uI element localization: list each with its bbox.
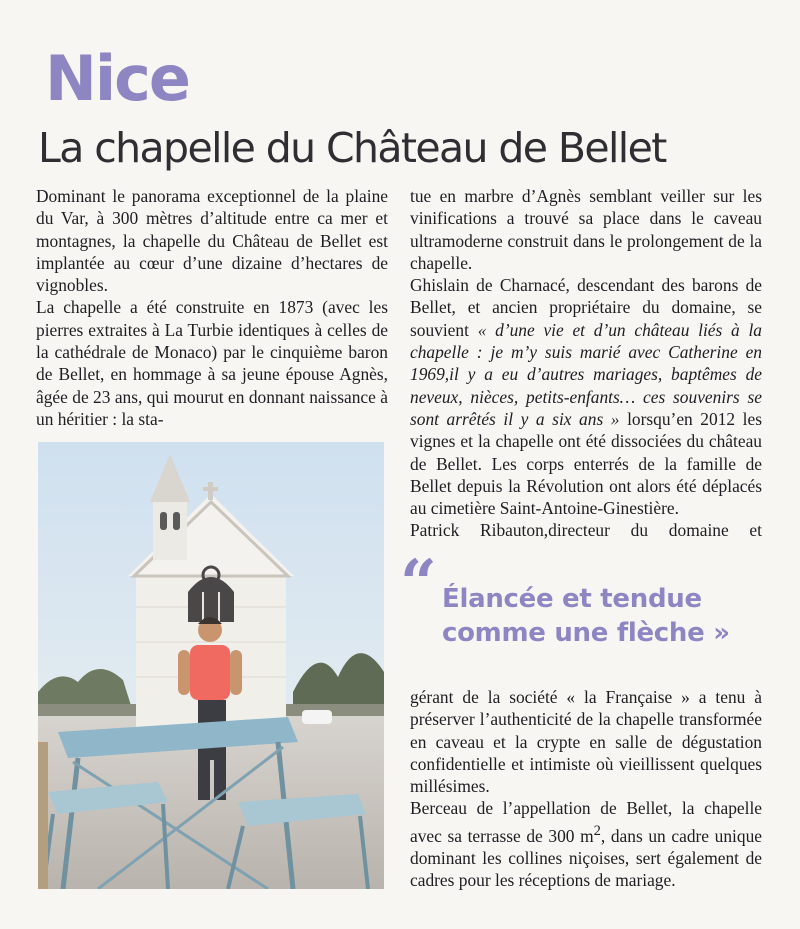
paragraph-text: lorsqu’en 2012 les vignes et la chapelle ont été dissociées du château de Bellet. Les corps enterrés de la famille de Bellet depuis la Révolution ont alors été déplacés au cimetière Saint-Antoine-Ginestière.: [410, 408, 762, 519]
article-paragraph: La chapelle a été construite en 1873 (avec les pierres extraites à La Turbie identiques à celles de la cathédrale de Monaco) par le cinquième baron de Bellet, en hommage à sa jeune épouse Agnès, âgée de 23 ans, qui mourut en donnant naissance à un héritier : la sta-: [36, 297, 388, 429]
page-title: La chapelle du Château de Bellet: [38, 124, 666, 172]
article-paragraph: Dominant le panorama exceptionnel de la plaine du Var, à 300 mètres d’altitude entre ca mer et montagnes, la chapelle du Château de Bellet est implantée au cœur d’une dizaine d’hectares de vignobles.: [36, 186, 388, 296]
pull-quote-line: Élancée et tendue: [442, 584, 702, 614]
paragraph-text: Ghislain de Charnacé, descendant des barons de Bellet, et ancien propriétaire du domaine, se souvient: [410, 275, 762, 340]
article-paragraph: gérant de la société « la Française » a tenu à préserver l’authenticité de la chapelle transformée en caveau et la crypte en salle de dégustation confidentielle et intimiste où vieillissent quelques millésimes.: [410, 687, 762, 797]
superscript: 2: [593, 822, 601, 839]
article-paragraph: tue en marbre d’Agnès semblant veiller sur les vinifications a trouvé sa place dans le caveau ultramoderne construit dans le prolongement de la chapelle.: [410, 186, 762, 273]
quote-mark-icon: “: [400, 546, 437, 621]
article-paragraph: Patrick Ribauton,directeur du domaine et: [410, 520, 762, 541]
pull-quote-line: comme une flèche »: [442, 618, 730, 648]
section-kicker: Nice: [45, 42, 189, 115]
pull-quote: [442, 582, 772, 650]
article-column-left: [36, 185, 388, 430]
paragraph-text: Berceau de l’appellation de Bellet, la chapelle avec sa terrasse de 300 m: [410, 798, 762, 846]
article-column-right-top: [410, 185, 762, 542]
article-paragraph: [410, 797, 762, 891]
chapel-photo: [38, 442, 384, 889]
interview-quote: « d’une vie et d’un château liés à la chapelle : je m’y suis marié avec Catherine en 1969,il y a eu d’autres mariages, baptêmes de neveux, nièces, petits-enfants… ces souvenirs se sont arrêtés il y a six ans »: [410, 319, 762, 429]
paragraph-text: , dans un cadre unique dominant les collines niçoises, sert également de cadres pour les réceptions de mariage.: [410, 825, 762, 891]
article-column-right-bottom: [410, 686, 762, 891]
article-paragraph: [410, 274, 762, 519]
